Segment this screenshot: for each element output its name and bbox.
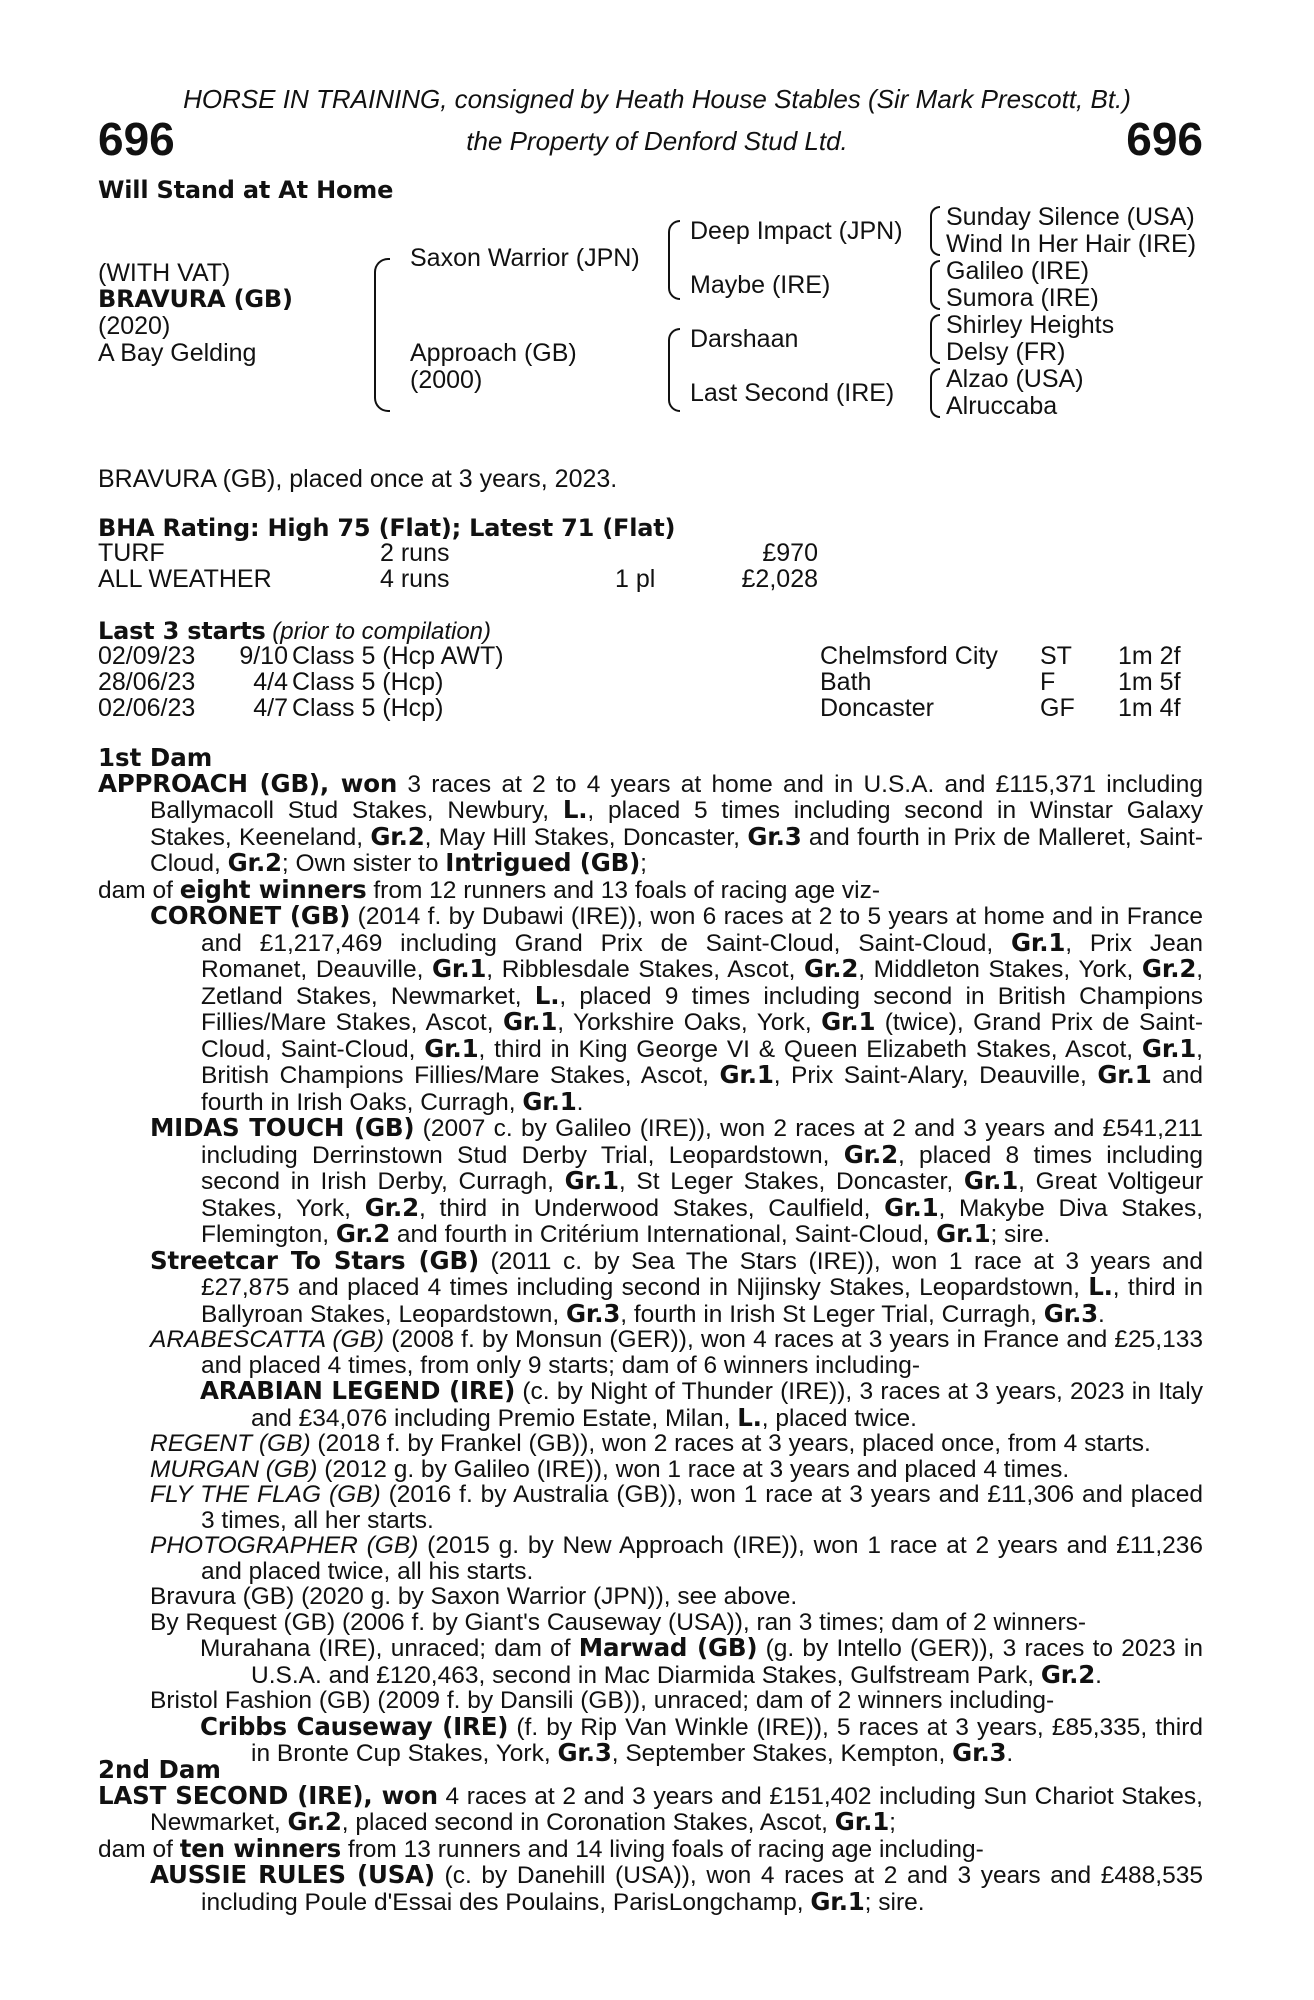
pedigree-dam-year: (2000) (410, 366, 483, 394)
arabian-legend-entry: ARABIAN LEGEND (IRE) (c. by Night of Thunder (IRE)), 3 races at 3 years, 2023 in Italy and £34,076 including Premio Estate, Milan, L., placed twice. (200, 1376, 1204, 1432)
rating-runs-aw: 4 runs (380, 565, 450, 593)
approach-entry: APPROACH (GB), won 3 races at 2 to 4 years at home and in U.S.A. and £115,371 including Ballymacoll Stud Stakes, Newbury, L., placed 5 times including second in Winstar Galaxy Stakes, Keeneland, Gr.2, May Hill Stakes, Doncaster, Gr.3 and fourth in Prix de Malleret, Saint-Cloud, Gr.2; Own sister to Intrigued (GB); (98, 768, 1203, 877)
pedigree-g4: Sumora (IRE) (946, 284, 1099, 312)
bravura-entry: Bravura (GB) (2020 g. by Saxon Warrior (JPN)), see above. (150, 1583, 798, 1610)
start-course: Doncaster (820, 694, 934, 722)
second-dam-of-line: dam of ten winners from 13 runners and 14 living foals of racing age including- (98, 1833, 984, 1863)
lot-number-left: 696 (98, 113, 175, 165)
start-course: Bath (820, 668, 872, 696)
pedigree-g7: Alzao (USA) (946, 365, 1084, 393)
pedigree-dam-dam: Last Second (IRE) (690, 379, 895, 407)
pedigree-brace-g12 (930, 206, 940, 256)
horse-description: A Bay Gelding (98, 339, 257, 367)
lot-number-right: 696 (1126, 113, 1203, 165)
pedigree-g2: Wind In Her Hair (IRE) (946, 230, 1197, 258)
bristol-fashion-entry: Bristol Fashion (GB) (2009 f. by Dansili (GB)), unraced; dam of 2 winners including- (150, 1687, 1055, 1714)
start-distance: 1m 4f (1118, 694, 1181, 722)
start-distance: 1m 2f (1118, 642, 1181, 670)
second-dam-heading: 2nd Dam (98, 1755, 221, 1784)
pedigree-g1: Sunday Silence (USA) (946, 203, 1195, 231)
rating-placed-aw: 1 pl (615, 565, 656, 593)
last-starts-note: (prior to compilation) (272, 618, 492, 645)
start-going: GF (1040, 694, 1075, 722)
dam-of-line: dam of eight winners from 12 runners and 13 foals of racing age viz- (98, 874, 880, 904)
rating-runs-turf: 2 runs (380, 539, 450, 567)
arabescatta-entry: ARABESCATTA (GB) (2008 f. by Monsun (GER)), won 4 races at 3 years in France and £25,133 and placed 4 times, from only 9 starts; dam of 6 winners including- (150, 1326, 1203, 1379)
pedigree-brace-g78 (930, 368, 940, 418)
first-dam-section (98, 745, 1203, 1767)
rating-surface-aw: ALL WEATHER (98, 565, 272, 593)
by-request-entry: By Request (GB) (2006 f. by Giant's Causeway (USA)), ran 3 times; dam of 2 winners- (150, 1608, 1087, 1636)
pedigree-g3: Galileo (IRE) (946, 257, 1090, 285)
pedigree-dam-sire: Darshaan (690, 325, 799, 353)
start-position: 9/10 (239, 642, 288, 670)
rating-prize-turf: £970 (762, 539, 818, 567)
consignor-line: HORSE IN TRAINING, consigned by Heath House Stables (Sir Mark Prescott, Bt.) (183, 84, 1131, 114)
start-distance: 1m 5f (1118, 668, 1181, 696)
streetcar-entry: Streetcar To Stars (GB) (2011 c. by Sea The Stars (IRE)), won 1 race at 3 years and £27,875 and placed 4 times including second in Nijinsky Stakes, Leopardstown, L., third in Ballyroan Stakes, Leopardstown, Gr.3, fourth in Irish St Leger Trial, Curragh, Gr.3. (150, 1245, 1203, 1328)
start-date: 02/09/23 (98, 642, 196, 670)
rating-surface-turf: TURF (98, 539, 165, 567)
pedigree-g5: Shirley Heights (946, 311, 1115, 339)
stand-line: Will Stand at At Home (98, 176, 394, 204)
start-race: Class 5 (Hcp) (292, 668, 444, 696)
pedigree-dam: Approach (GB) (410, 339, 577, 367)
pedigree-sire: Saxon Warrior (JPN) (410, 244, 640, 272)
second-dam-section (98, 1757, 1203, 1915)
last-starts-title: Last 3 starts (98, 617, 266, 645)
coronet-entry: CORONET (GB) (2014 f. by Dubawi (IRE)), won 6 races at 2 to 5 years at home and in France and £1,217,469 including Grand Prix de Saint-Cloud, Saint-Cloud, Gr.1, Prix Jean Romanet, Deauville, Gr.1, Ribblesdale Stakes, Ascot, Gr.2, Middleton Stakes, York, Gr.2, Zetland Stakes, Newmarket, L., placed 9 times including second in British Champions Fillies/Mare Stakes, Ascot, Gr.1, Yorkshire Oaks, York, Gr.1 (twice), Grand Prix de Saint-Cloud, Saint-Cloud, Gr.1, third in King George VI & Queen Elizabeth Stakes, Ascot, Gr.1, British Champions Fillies/Mare Stakes, Ascot, Gr.1, Prix Saint-Alary, Deauville, Gr.1 and fourth in Irish Oaks, Curragh, Gr.1. (150, 901, 1204, 1116)
property-line: the Property of Denford Stud Ltd. (466, 126, 848, 156)
murahana-entry: Murahana (IRE), unraced; dam of Marwad (GB) (g. by Intello (GER)), 3 races to 2023 in U.S.A. and £120,463, second in Mac Diarmida Stakes, Gulfstream Park, Gr.2. (200, 1633, 1203, 1689)
vat-label: (WITH VAT) (98, 259, 231, 287)
murgan-entry: MURGAN (GB) (2012 g. by Galileo (IRE)), won 1 race at 3 years and placed 4 times. (150, 1455, 1070, 1483)
start-date: 02/06/23 (98, 694, 196, 722)
last-second-entry: LAST SECOND (IRE), won 4 races at 2 and 3 years and £151,402 including Sun Chariot Stakes, Newmarket, Gr.2, placed second in Coronation Stakes, Ascot, Gr.1; (98, 1780, 1203, 1836)
start-date: 28/06/23 (98, 668, 196, 696)
pedigree-brace-main (374, 258, 390, 412)
pedigree-brace-sire (668, 220, 680, 300)
horse-year: (2020) (98, 312, 171, 340)
start-going: ST (1040, 642, 1072, 670)
pedigree-brace-g56 (930, 314, 940, 364)
first-dam-heading: 1st Dam (98, 743, 213, 772)
start-position: 4/7 (253, 694, 288, 722)
pedigree-brace-dam (668, 328, 680, 412)
pedigree-sire-dam: Maybe (IRE) (690, 271, 831, 299)
aussie-rules-entry: AUSSIE RULES (USA) (c. by Danehill (USA)), won 4 races at 2 and 3 years and £488,535 including Poule d'Essai des Poulains, ParisLongchamp, Gr.1; sire. (150, 1860, 1203, 1916)
midas-touch-entry: MIDAS TOUCH (GB) (2007 c. by Galileo (IRE)), won 2 races at 2 and 3 years and £541,211 including Derrinstown Stud Derby Trial, Leopardstown, Gr.2, placed 8 times including second in Irish Derby, Curragh, Gr.1, St Leger Stakes, Doncaster, Gr.1, Great Voltigeur Stakes, York, Gr.2, third in Underwood Stakes, Caulfield, Gr.1, Makybe Diva Stakes, Flemington, Gr.2 and fourth in Critérium International, Saint-Cloud, Gr.1; sire. (150, 1113, 1204, 1248)
start-race: Class 5 (Hcp) (292, 694, 444, 722)
fly-the-flag-entry: FLY THE FLAG (GB) (2016 f. by Australia (GB)), won 1 race at 3 years and £11,306 and placed 3 times, all her starts. (150, 1481, 1203, 1534)
photographer-entry: PHOTOGRAPHER (GB) (2015 g. by New Approach (IRE)), won 1 race at 2 years and £11,236 and placed twice, all his starts. (150, 1532, 1204, 1585)
start-course: Chelmsford City (820, 642, 998, 670)
horse-name: BRAVURA (GB) (98, 285, 293, 313)
pedigree-g8: Alruccaba (946, 392, 1058, 420)
start-race: Class 5 (Hcp AWT) (292, 642, 504, 670)
cribbs-causeway-entry: Cribbs Causeway (IRE) (f. by Rip Van Winkle (IRE)), 5 races at 3 years, £85,335, third in Bronte Cup Stakes, York, Gr.3, September Stakes, Kempton, Gr.3. (200, 1711, 1203, 1767)
pedigree-sire-sire: Deep Impact (JPN) (690, 217, 903, 245)
start-position: 4/4 (253, 668, 288, 696)
rating-prize-aw: £2,028 (741, 565, 818, 593)
race-summary: BRAVURA (GB), placed once at 3 years, 2023. (98, 465, 618, 493)
bha-rating-title: BHA Rating: High 75 (Flat); Latest 71 (Flat) (98, 514, 676, 542)
regent-entry: REGENT (GB) (2018 f. by Frankel (GB)), won 2 races at 3 years, placed once, from 4 starts. (150, 1430, 1151, 1457)
pedigree-brace-g34 (930, 260, 940, 310)
start-going: F (1040, 668, 1056, 696)
pedigree-g6: Delsy (FR) (946, 338, 1066, 366)
